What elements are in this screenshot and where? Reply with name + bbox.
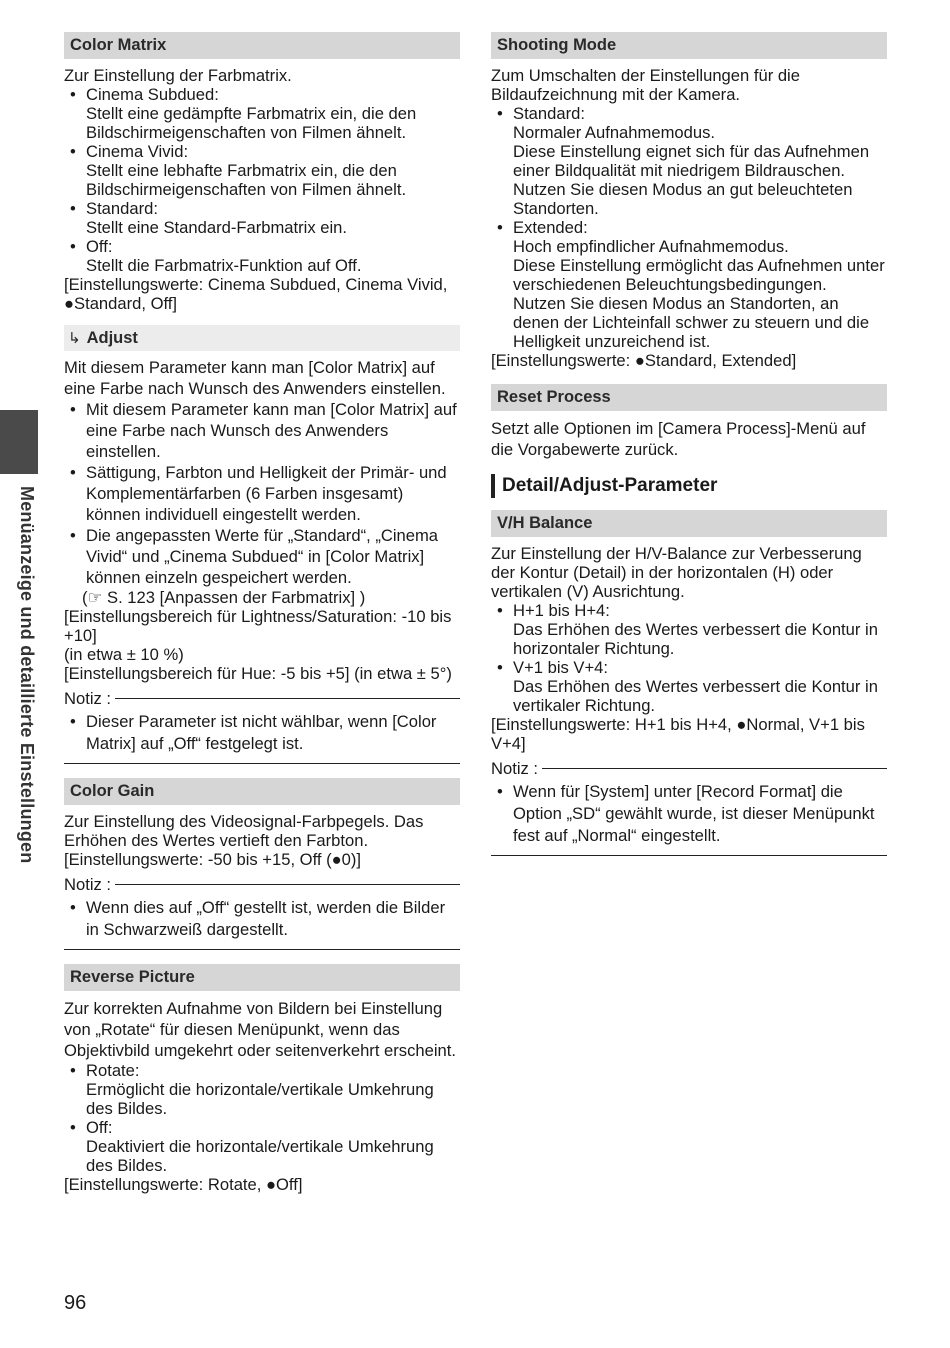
list-item: • Cinema Vivid: Stellt eine lebhafte Farbmatrix ein, die den Bildschirmeigenschaften von Filmen ähnelt. [70, 142, 407, 199]
intro-text: Zur Einstellung der H/V-Balance zur Verbesserung der Kontur (Detail) in der horizontalen (H) oder vertikalen (V) Ausrichtung. [491, 544, 862, 601]
note-header: Notiz : [64, 689, 460, 708]
section-shooting-mode [491, 32, 887, 370]
section-title: Reset Process [491, 384, 887, 411]
note-item: • Wenn dies auf „Off“ gestellt ist, werden die Bilder in Schwarzweiß dargestellt. [70, 898, 446, 939]
option-list [64, 1061, 460, 1175]
section-color-matrix [64, 32, 460, 313]
section-title: V/H Balance [491, 510, 887, 537]
section-color-gain [64, 778, 460, 950]
section-divider [64, 949, 460, 950]
section-divider [491, 855, 887, 856]
chapter-side-label: Menüanzeige und detaillierte Einstellungen [17, 486, 37, 864]
note-list [64, 711, 460, 755]
setting-values: [Einstellungswerte: -50 bis +15, Off (●0)] [64, 850, 362, 869]
section-title: Shooting Mode [491, 32, 887, 59]
list-item: • Sättigung, Farbton und Helligkeit der Primär- und Komplementärfarben (6 Farben insgesamt) können individuell eingestellt werden. [70, 463, 447, 524]
option-list [491, 104, 887, 351]
note-item: • Wenn für [System] unter [Record Format] die Option „SD“ gewählt wurde, ist dieser Menüpunkt fest auf „Normal“ eingestellt. [497, 782, 875, 845]
left-column [64, 32, 460, 1194]
note-list [64, 897, 460, 941]
setting-range-note: (in etwa ± 10 %) [64, 645, 184, 664]
option-list [491, 601, 887, 715]
body-text: Zur korrekten Aufnahme von Bildern bei Einstellung von „Rotate“ für diesen Menüpunkt, wenn das Objektivbild umgekehrt oder seitenverkehrt erscheint. [64, 999, 456, 1060]
setting-values: [Einstellungswerte: Cinema Subdued, Cinema Vivid, ●Standard, Off] [64, 275, 448, 313]
list-item: • Mit diesem Parameter kann man [Color Matrix] auf eine Farbe nach Wunsch des Anwenders einstellen. [70, 400, 457, 461]
list-item: • Standard: Stellt eine Standard-Farbmatrix ein. [70, 199, 348, 237]
list-item: • Off: Deaktiviert die horizontale/vertikale Umkehrung des Bildes. [70, 1118, 434, 1175]
sub-arrow-icon: ↳ [68, 330, 81, 347]
list-item: • Standard: Normaler Aufnahmemodus. Diese Einstellung eignet sich für das Aufnehmen einer Bildqualität mit niedrigem Bildrauschen. Nutzen Sie diesen Modus an gut beleuchteten Standorten. [497, 104, 870, 218]
list-item: • Die angepassten Werte für „Standard“, „Cinema Vivid“ und „Cinema Subdued“ in [Color Matrix] können einzeln gespeichert werden. [70, 526, 439, 587]
section-vh-balance [491, 510, 887, 856]
intro-text: Zur Einstellung der Farbmatrix. [64, 66, 292, 85]
intro-text: Zum Umschalten der Einstellungen für die Bildaufzeichnung mit der Kamera. [491, 66, 800, 104]
setting-values: [Einstellungswerte: Rotate, ●Off] [64, 1175, 303, 1194]
section-title: Reverse Picture [64, 964, 460, 991]
section-adjust [64, 325, 460, 764]
note-list [491, 781, 887, 847]
setting-values: [Einstellungswerte: ●Standard, Extended] [491, 351, 797, 370]
intro-text: Mit diesem Parameter kann man [Color Matrix] auf eine Farbe nach Wunsch des Anwenders einstellen. [64, 358, 446, 398]
section-reset-process [491, 384, 887, 460]
section-title: Color Gain [64, 778, 460, 805]
subsection-title: ↳ Adjust [64, 325, 460, 351]
list-item: • Rotate: Ermöglicht die horizontale/vertikale Umkehrung des Bildes. [70, 1061, 434, 1118]
note-header: Notiz : [491, 759, 887, 778]
setting-range: [Einstellungsbereich für Lightness/Saturation: -10 bis +10] [64, 607, 452, 645]
setting-values: [Einstellungswerte: H+1 bis H+4, ●Normal, V+1 bis V+4] [491, 715, 865, 753]
option-list [64, 85, 460, 275]
list-item: • V+1 bis V+4: Das Erhöhen des Wertes verbessert die Kontur in vertikaler Richtung. [497, 658, 878, 715]
list-item: • H+1 bis H+4: Das Erhöhen des Wertes verbessert die Kontur in horizontaler Richtung. [497, 601, 878, 658]
page-number: 96 [64, 1292, 87, 1314]
chapter-heading: Detail/Adjust-Parameter [491, 474, 887, 498]
list-item: • Off: Stellt die Farbmatrix-Funktion auf Off. [70, 237, 362, 275]
note-item: • Dieser Parameter ist nicht wählbar, wenn [Color Matrix] auf „Off“ festgelegt ist. [70, 712, 437, 753]
list-item: • Cinema Subdued: Stellt eine gedämpfte Farbmatrix ein, die den Bildschirmeigenschaften von Filmen ähnelt. [70, 85, 417, 142]
info-list [64, 399, 460, 588]
section-reverse-picture [64, 964, 460, 1194]
body-text: Zur Einstellung des Videosignal-Farbpegels. Das Erhöhen des Wertes vertieft den Farbton. [64, 812, 424, 850]
page-reference: (☞ S. 123 [Anpassen der Farbmatrix] ) [82, 588, 366, 607]
body-text: Setzt alle Optionen im [Camera Process]-Menü auf die Vorgabewerte zurück. [491, 419, 866, 459]
section-divider [64, 763, 460, 764]
list-item: • Extended: Hoch empfindlicher Aufnahmemodus. Diese Einstellung ermöglicht das Aufnehmen unter verschiedenen Beleuchtungsbedingungen. Nutzen Sie diesen Modus an Standorten, an denen der Lichteinfall schwer zu steuern und die Helligkeit unzureichend ist. [497, 218, 885, 351]
right-column [491, 32, 887, 856]
chapter-tab-marker [0, 410, 38, 474]
setting-range: [Einstellungsbereich für Hue: -5 bis +5] (in etwa ± 5°) [64, 664, 452, 683]
section-title: Color Matrix [64, 32, 460, 59]
note-header: Notiz : [64, 875, 460, 894]
